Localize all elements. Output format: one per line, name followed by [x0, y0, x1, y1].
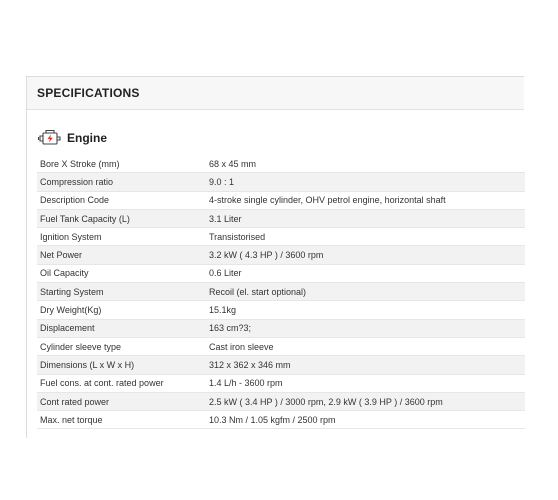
- spec-value: 2.5 kW ( 3.4 HP ) / 3000 rpm, 2.9 kW ( 3.9 HP ) / 3600 rpm: [206, 392, 525, 410]
- engine-spec-table: [37, 155, 525, 429]
- spec-value: 3.2 kW ( 4.3 HP ) / 3600 rpm: [206, 246, 525, 264]
- spec-label: Displacement: [37, 319, 206, 337]
- spec-value: 10.3 Nm / 1.05 kgfm / 2500 rpm: [206, 411, 525, 429]
- engine-section-label: Engine: [67, 131, 108, 145]
- table-row: [37, 319, 525, 337]
- table-row: [37, 411, 525, 429]
- spec-value: 163 cm?3;: [206, 319, 525, 337]
- spec-value: 3.1 Liter: [206, 209, 525, 227]
- table-row: [37, 301, 525, 319]
- table-row: [37, 374, 525, 392]
- spec-label: Dry Weight(Kg): [37, 301, 206, 319]
- spec-label: Max. net torque: [37, 411, 206, 429]
- engine-section-title: [37, 127, 107, 149]
- table-row: [37, 173, 525, 191]
- table-row: [37, 392, 525, 410]
- spec-label: Net Power: [37, 246, 206, 264]
- spec-value: 0.6 Liter: [206, 264, 525, 282]
- table-row: [37, 264, 525, 282]
- spec-label: Compression ratio: [37, 173, 206, 191]
- spec-label: Ignition System: [37, 228, 206, 246]
- spec-label: Cont rated power: [37, 392, 206, 410]
- table-row: [37, 191, 525, 209]
- specifications-header: SPECIFICATIONS: [27, 77, 524, 110]
- spec-label: Cylinder sleeve type: [37, 337, 206, 355]
- spec-value: 15.1kg: [206, 301, 525, 319]
- spec-label: Fuel cons. at cont. rated power: [37, 374, 206, 392]
- table-row: [37, 228, 525, 246]
- spec-label: Oil Capacity: [37, 264, 206, 282]
- spec-value: 4-stroke single cylinder, OHV petrol engine, horizontal shaft: [206, 191, 525, 209]
- table-row: [37, 209, 525, 227]
- spec-value: 9.0 : 1: [206, 173, 525, 191]
- spec-label: Dimensions (L x W x H): [37, 356, 206, 374]
- table-row: [37, 337, 525, 355]
- table-row: [37, 246, 525, 264]
- spec-value: Cast iron sleeve: [206, 337, 525, 355]
- spec-value: Recoil (el. start optional): [206, 283, 525, 301]
- spec-value: 68 x 45 mm: [206, 155, 525, 173]
- table-row: [37, 155, 525, 173]
- spec-label: Description Code: [37, 191, 206, 209]
- specifications-panel: [26, 76, 524, 438]
- spec-label: Fuel Tank Capacity (L): [37, 209, 206, 227]
- engine-icon: [37, 128, 63, 148]
- spec-label: Starting System: [37, 283, 206, 301]
- table-row: [37, 283, 525, 301]
- spec-value: 312 x 362 x 346 mm: [206, 356, 525, 374]
- table-row: [37, 356, 525, 374]
- spec-label: Bore X Stroke (mm): [37, 155, 206, 173]
- spec-value: 1.4 L/h - 3600 rpm: [206, 374, 525, 392]
- spec-value: Transistorised: [206, 228, 525, 246]
